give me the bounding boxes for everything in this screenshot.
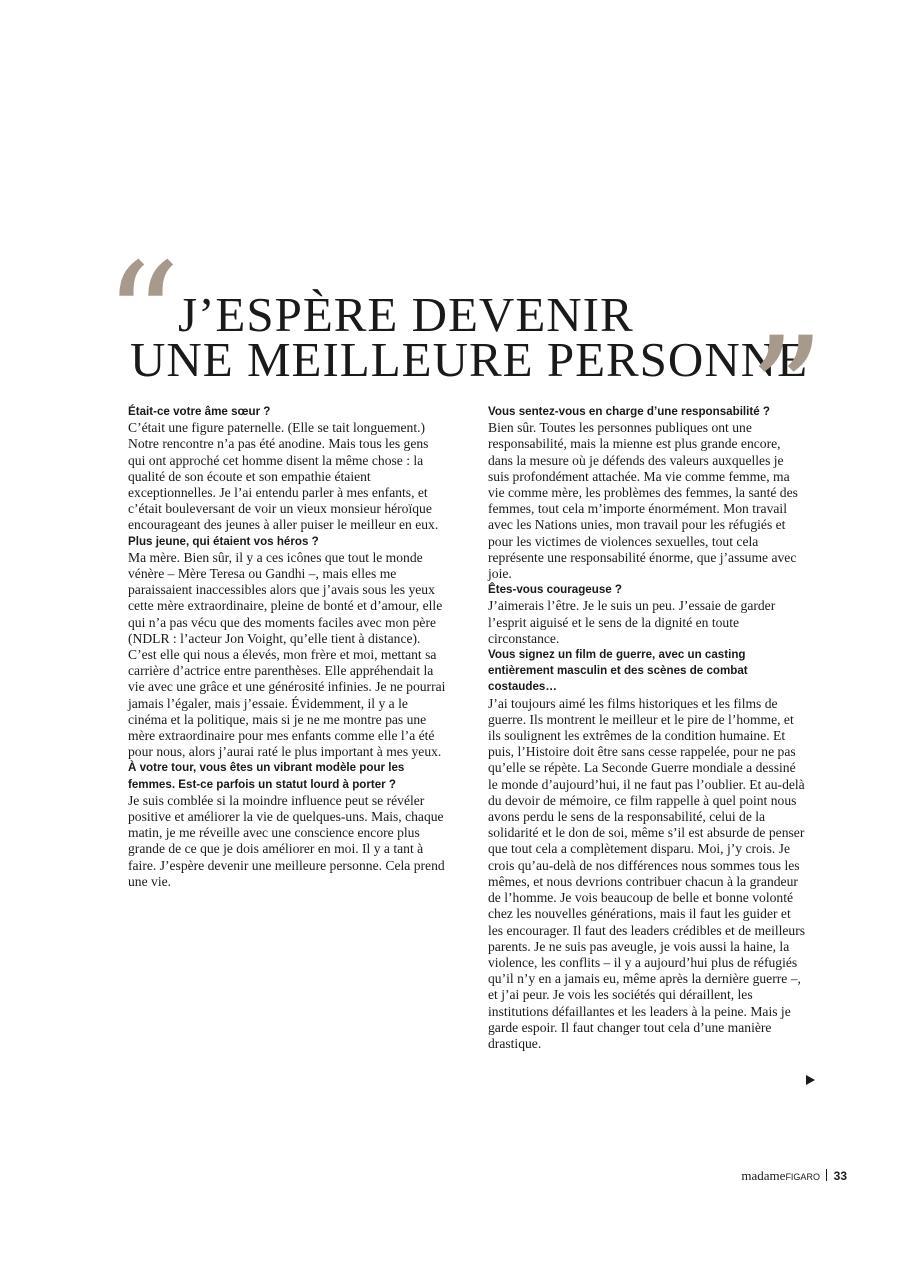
open-quote-mark: “	[104, 232, 181, 406]
right-column	[488, 404, 806, 1052]
brand-suffix: FIGARO	[785, 1172, 820, 1182]
question: À votre tour, vous êtes un vibrant modèle pour les femmes. Est-ce parfois un statut lourd à porter ?	[128, 761, 405, 791]
left-column	[128, 404, 446, 890]
title-line-1: J’ESPÈRE DEVENIR	[178, 287, 634, 342]
question: Vous signez un film de guerre, avec un casting entièrement masculin et des scènes de combat costaudes…	[488, 648, 748, 694]
title-line-2: UNE MEILLEURE PERSONNE	[130, 332, 809, 387]
answer: J’ai toujours aimé les films historiques et les films de guerre. Ils montrent le meilleur et le pire de l’homme, et ils soulignent les extrêmes de la condition humaine. Et puis, l’Histoire doit être sans cesse rappelée, pour ne pas qu’elle se répète. La Seconde Guerre mondiale a dessiné le monde d’aujourd’hui, il ne faut pas l’oublier. Et au-delà du devoir de mémoire, ce film rappelle à quel point nous avons perdu le sens de la responsabilité, celui de la solidarité et le don de soi, même s’il est absurde de penser que tout cela a complètement disparu. Moi, j’y crois. Je crois qu’au-delà de nos différences nous sommes tous les mêmes, et nous devrions contribuer chacun à la grandeur de l’homme. Je vois beaucoup de belle et bonne volonté chez les nouvelles générations, mais il faut les guider et les encourager. Il faut des leaders crédibles et de meilleurs parents. Je ne suis pas aveugle, je vois aussi la haine, la violence, les conflits – il y a aujourd’hui plus de réfugiés qu’il n’y en a jamais eu, même après la dernière guerre –, et j’ai peur. Je vois les sociétés qui déraillent, les institutions défaillantes et les leaders à la peine. Mais je garde espoir. Il faut changer tout cela d’une manière drastique.	[488, 695, 806, 1051]
question: Êtes-vous courageuse ?	[488, 583, 623, 597]
close-quote-mark: ”	[748, 306, 825, 480]
play-arrow-icon	[806, 1075, 815, 1085]
question: Vous sentez-vous en charge d’une responsabilité ?	[488, 405, 770, 418]
answer: C’était une figure paternelle. (Elle se tait longuement.) Notre rencontre n’a pas été anodine. Mais tous les gens qui ont approché cet homme disent la même chose : la qualité de son écoute et son empathie étaient exceptionnelles. Je l’ai entendu parler à mes enfants, et c’était bouleversant de voir un vieux monsieur héroïque encourageant des jeunes à aller puiser le meilleur en eux.	[128, 420, 439, 533]
footer-divider	[826, 1169, 827, 1181]
answer: Je suis comblée si la moindre influence peut se révéler positive et améliorer la vie de quelques-uns. Mais, chaque matin, je me réveille avec une conscience encore plus grande de ce que je dois améliorer en moi. Il y a tant à faire. J’espère devenir une meilleure personne. Cela prend une vie.	[128, 792, 445, 889]
answer: Bien sûr. Toutes les personnes publiques ont une responsabilité, mais la mienne est plus grande encore, dans la mesure où je défends des valeurs auxquelles je suis profondément attachée. Ma vie comme femme, ma vie comme mère, les problèmes des femmes, la santé des femmes, tout cela m’importe énormément. Mon travail avec les Nations unies, mon travail pour les réfugiés et pour les victimes de violences sexuelles, tout cela représente une responsabilité énorme, que j’assume avec joie.	[488, 420, 798, 582]
page-footer	[741, 1168, 847, 1184]
question: Était-ce votre âme sœur ?	[128, 405, 271, 418]
answer: J’aimerais l’être. Je le suis un peu. J’essaie de garder l’esprit aiguisé et le sens de la dignité en toute circonstance.	[488, 598, 776, 646]
answer: Ma mère. Bien sûr, il y a ces icônes que tout le monde vénère – Mère Teresa ou Gandhi –, mais elles me paraissaient inaccessibles alors que j’avais sous les yeux cette mère extraordinaire, pleine de bonté et d’amour, elle qui n’a pas vécu que des moments faciles avec mon père (NDLR : l’acteur Jon Voight, qu’elle tient à distance). C’est elle qui nous a élevés, mon frère et moi, mettant sa carrière d’actrice entre parenthèses. Elle appréhendait la vie avec une grâce et une générosité infinies. Je ne pourrai jamais l’égaler, mais j’essaie. Évidemment, il y a le cinéma et la politique, mais si je ne me montre pas une mère extraordinaire pour mes enfants comme elle l’a été pour nous, alors j’aurai raté le plus important à mes yeux.	[128, 549, 446, 760]
page-number: 33	[833, 1169, 847, 1183]
question: Plus jeune, qui étaient vos héros ?	[128, 534, 319, 548]
brand-name: madame	[741, 1168, 786, 1183]
